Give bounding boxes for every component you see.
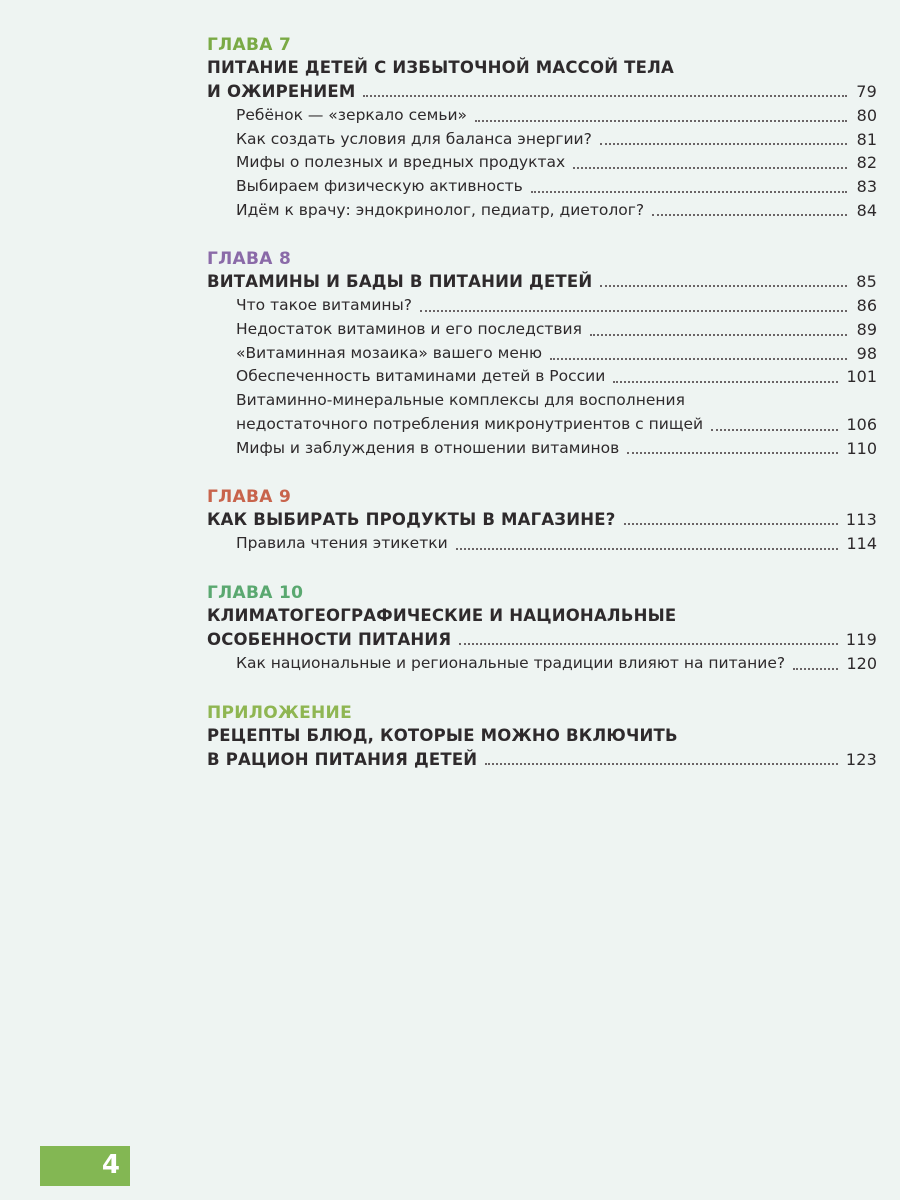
page-number: 89 [856, 320, 877, 340]
chapter-title-line: КЛИМАТОГЕОГРАФИЧЕСКИЕ И НАЦИОНАЛЬНЫЕ [207, 605, 677, 625]
chapter-label: ГЛАВА 7 [207, 35, 292, 55]
dot-leader [613, 381, 838, 383]
page-number: 119 [845, 629, 877, 649]
entry-title: Что такое витамины? [236, 296, 413, 315]
chapter-title-line: ПИТАНИЕ ДЕТЕЙ С ИЗБЫТОЧНОЙ МАССОЙ ТЕЛА [207, 58, 674, 77]
dot-leader [600, 285, 847, 287]
entry-title: Недостаток витаминов и его последствия [236, 320, 582, 339]
toc-entry[interactable] [207, 199, 877, 223]
chapter-label: ГЛАВА 10 [207, 582, 304, 603]
page-number: 98 [856, 343, 877, 363]
dot-leader [550, 358, 847, 360]
dot-leader [456, 548, 839, 550]
entry-title: Правила чтения этикетки [236, 534, 448, 553]
dot-leader [590, 334, 847, 336]
chapter-8 [207, 248, 877, 460]
dot-leader [475, 120, 847, 122]
toc-entry[interactable] [207, 652, 877, 676]
chapter-title-row[interactable] [207, 270, 877, 294]
page-number: 85 [856, 272, 877, 292]
toc-entry[interactable] [207, 342, 877, 366]
dot-leader [420, 310, 847, 312]
page-number: 110 [846, 438, 877, 458]
page-number: 86 [856, 296, 877, 316]
page-number: 114 [846, 534, 877, 554]
entry-title: Обеспеченность витаминами детей в России [236, 367, 606, 386]
dot-leader [793, 668, 838, 670]
table-of-contents [207, 34, 877, 798]
chapter-title-line: КАК ВЫБИРАТЬ ПРОДУКТЫ В МАГАЗИНЕ? [207, 510, 616, 530]
dot-leader [600, 143, 847, 145]
page-number: 113 [845, 510, 877, 530]
chapter-label: ГЛАВА 8 [207, 249, 292, 270]
entry-title: Мифы и заблуждения в отношении витаминов [236, 438, 620, 457]
page-number: 81 [856, 129, 877, 149]
dot-leader [363, 95, 847, 97]
page-number: 82 [856, 153, 877, 173]
chapter-title-row[interactable] [207, 508, 877, 532]
entry-title: Выбираем физическую активность [236, 177, 523, 196]
page-number: 120 [846, 653, 877, 673]
entry-title: Ребёнок — «зеркало семьи» [236, 105, 468, 124]
page-number: 80 [856, 105, 877, 125]
appendix-title-line: РЕЦЕПТЫ БЛЮД, КОТОРЫЕ МОЖНО ВКЛЮЧИТЬ [207, 725, 678, 745]
dot-leader [459, 643, 838, 645]
appendix-label: ПРИЛОЖЕНИЕ [207, 702, 352, 723]
dot-leader [485, 763, 838, 765]
entry-title: Как создать условия для баланса энергии? [236, 129, 592, 148]
toc-entry[interactable] [207, 104, 877, 128]
page-number: 84 [856, 200, 877, 220]
toc-entry[interactable] [207, 318, 877, 342]
toc-entry[interactable] [207, 413, 877, 437]
page-number: 101 [846, 367, 877, 387]
dot-leader [624, 523, 838, 525]
toc-entry[interactable] [207, 128, 877, 152]
chapter-9 [207, 486, 877, 556]
entry-title: Как национальные и региональные традиции влияют на питание? [236, 653, 786, 672]
chapter-title-line: ОСОБЕННОСТИ ПИТАНИЯ [207, 629, 452, 649]
page-number: 83 [856, 177, 877, 197]
chapter-title-line: И ОЖИРЕНИЕМ [207, 82, 356, 101]
toc-entry[interactable] [207, 294, 877, 318]
chapter-label: ГЛАВА 9 [207, 487, 292, 508]
chapter-7 [207, 34, 877, 222]
entry-title: Мифы о полезных и вредных продуктах [236, 153, 566, 172]
toc-entry[interactable] [207, 532, 877, 556]
page-number: 123 [845, 749, 877, 769]
chapter-title-row[interactable] [207, 80, 877, 104]
entry-title: «Витаминная мозаика» вашего меню [236, 343, 543, 362]
appendix-title-row[interactable] [207, 748, 877, 772]
appendix-title-line: В РАЦИОН ПИТАНИЯ ДЕТЕЙ [207, 749, 478, 769]
chapter-10 [207, 582, 877, 676]
dot-leader [531, 191, 847, 193]
chapter-title-line: ВИТАМИНЫ И БАДЫ В ПИТАНИИ ДЕТЕЙ [207, 272, 593, 292]
dot-leader [652, 214, 847, 216]
entry-title-line[interactable]: Витаминно-минеральные комплексы для восполнения [236, 391, 685, 410]
dot-leader [573, 167, 847, 169]
page-number-label: 4 [101, 1150, 120, 1180]
page-number-tab [40, 1146, 130, 1186]
toc-entry[interactable] [207, 175, 877, 199]
chapter-title-row[interactable] [207, 628, 877, 652]
toc-entry[interactable] [207, 366, 877, 390]
dot-leader [627, 452, 838, 454]
toc-entry[interactable] [207, 437, 877, 461]
appendix [207, 702, 877, 772]
entry-title: Идём к врачу: эндокринолог, педиатр, диетолог? [236, 200, 645, 219]
page-number: 79 [856, 82, 877, 101]
entry-title-line: недостаточного потребления микронутриентов с пищей [236, 414, 704, 433]
page-number: 106 [846, 414, 877, 434]
toc-entry[interactable] [207, 151, 877, 175]
dot-leader [711, 429, 838, 431]
